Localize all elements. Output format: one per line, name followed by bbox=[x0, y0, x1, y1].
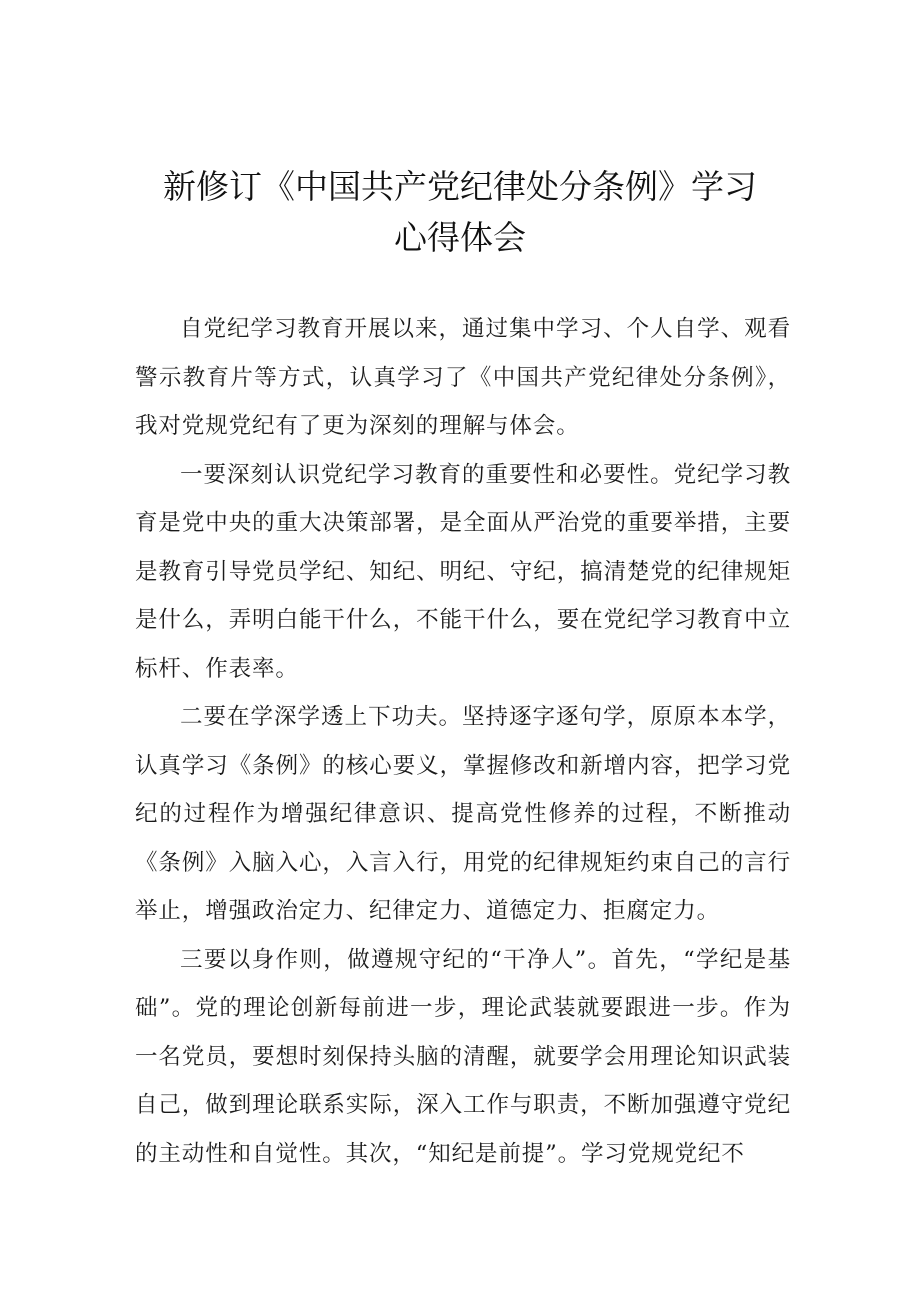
paragraph-point-two: 二要在学深学透上下功夫。坚持逐字逐句学，原原本本学，认真学习《条例》的核心要义，掌握修改和新增内容，把学习党纪的过程作为增强纪律意识、提高党性修养的过程，不断推动《条例》入脑入心，入言入行，用党的纪律规矩约束自己的言行举止，增强政治定力、纪律定力、道德定力、拒腐定力。 bbox=[135, 704, 791, 924]
paragraph-point-three: 三要以身作则，做遵规守纪的“干净人”。首先，“学纪是基础”。党的理论创新每前进一步，理论武装就要跟进一步。作为一名党员，要想时刻保持头脑的清醒，就要学会用理论知识武装自己，做到理论联系实际，深入工作与职责，不断加强遵守党纪的主动性和自觉性。其次，“知纪是前提”。学习党规党纪不 bbox=[135, 946, 791, 1167]
document-title bbox=[0, 161, 920, 263]
title-line-1: 新修订《中国共产党纪律处分条例》学习 bbox=[163, 167, 757, 206]
paragraph-intro: 自党纪学习教育开展以来，通过集中学习、个人自学、观看警示教育片等方式，认真学习了《中国共产党纪律处分条例》，我对党规党纪有了更为深刻的理解与体会。 bbox=[135, 316, 791, 439]
paragraph-point-one: 一要深刻认识党纪学习教育的重要性和必要性。党纪学习教育是党中央的重大决策部署，是全面从严治党的重要举措，主要是教育引导党员学纪、知纪、明纪、守纪，搞清楚党的纪律规矩是什么，弄明白能干什么，不能干什么，要在党纪学习教育中立标杆、作表率。 bbox=[135, 461, 791, 682]
title-line-2: 心得体会 bbox=[394, 218, 526, 257]
document-body bbox=[135, 305, 791, 1178]
